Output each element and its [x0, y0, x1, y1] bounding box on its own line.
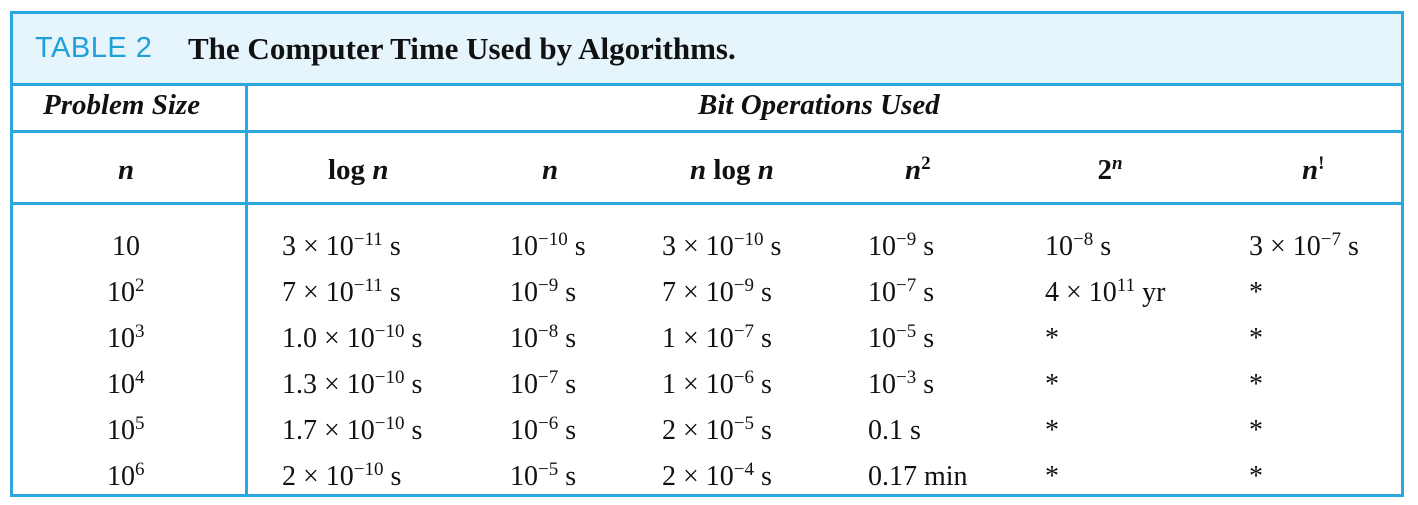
- exponent: −7: [896, 275, 917, 296]
- exponent: −10: [733, 229, 764, 250]
- column-header-superscript: n: [1112, 153, 1123, 174]
- time-cell: $7 \times 10^{-11}$ s: [282, 275, 401, 308]
- time-cell: $10^{-7}$ s: [510, 367, 577, 400]
- column-divider: [245, 86, 248, 497]
- time-cell: $7 \times 10^{-9}$ s: [662, 275, 772, 308]
- column-header-superscript: 2: [921, 153, 931, 174]
- time-cell: *: [1249, 323, 1263, 354]
- problem-size-cell: $10^2$: [107, 275, 145, 308]
- column-header: [1302, 154, 1324, 187]
- exponent: −4: [733, 459, 755, 480]
- column-header: [1098, 154, 1123, 187]
- time-cell: $1.0 \times 10^{-10}$ s: [282, 321, 423, 354]
- time-cell: $3 \times 10^{-7}$ s: [1249, 229, 1359, 262]
- column-header-base: n: [1302, 154, 1319, 186]
- exponent: −5: [538, 459, 559, 480]
- column-header: [542, 154, 558, 187]
- column-header-base: 2: [1097, 154, 1112, 186]
- exponent: −11: [353, 229, 383, 250]
- table-title-bar: [13, 14, 1401, 86]
- problem-size-cell: $10^4$: [107, 367, 145, 400]
- time-cell: $2 \times 10^{-4}$ s: [662, 459, 772, 492]
- exponent: 11: [1116, 275, 1136, 296]
- time-cell: *: [1249, 369, 1263, 400]
- exponent: −10: [374, 321, 405, 342]
- column-header: [328, 154, 388, 187]
- group-header-bit-operations: Bit Operations Used: [698, 89, 940, 121]
- exponent: −5: [896, 321, 917, 342]
- time-cell: $1 \times 10^{-7}$ s: [662, 321, 772, 354]
- table-label: TABLE 2: [35, 32, 153, 64]
- column-header-base: n: [372, 154, 389, 186]
- time-cell: *: [1249, 415, 1263, 446]
- time-cell: $1.7 \times 10^{-10}$ s: [282, 413, 423, 446]
- column-header: [118, 154, 134, 187]
- time-cell: $2 \times 10^{-10}$ s: [282, 459, 402, 492]
- exponent: −3: [896, 367, 917, 388]
- exponent: −9: [896, 229, 917, 250]
- table-title: The Computer Time Used by Algorithms.: [188, 31, 736, 66]
- time-cell: $3 \times 10^{-10}$ s: [662, 229, 782, 262]
- exponent: −10: [374, 367, 405, 388]
- time-cell: 0.1 s: [868, 415, 921, 446]
- group-header-problem-size: Problem Size: [43, 89, 201, 121]
- exponent: −6: [538, 413, 559, 434]
- header-divider: [13, 130, 1401, 133]
- problem-size-cell: 10: [112, 231, 140, 262]
- exponent: 2: [135, 275, 145, 296]
- problem-size-cell: $10^6$: [107, 459, 145, 492]
- time-cell: *: [1249, 277, 1263, 308]
- column-header-superscript: !: [1318, 153, 1325, 174]
- column-header: [905, 154, 931, 187]
- problem-size-cell: $10^3$: [107, 321, 145, 354]
- time-cell: $10^{-8}$ s: [1045, 229, 1112, 262]
- time-cell: 0.17 min: [868, 461, 968, 492]
- exponent: −5: [733, 413, 755, 434]
- time-cell: *: [1045, 461, 1059, 492]
- column-header-base: n: [118, 154, 135, 186]
- time-cell: $10^{-7}$ s: [868, 275, 935, 308]
- time-cell: $1 \times 10^{-6}$ s: [662, 367, 772, 400]
- time-cell: *: [1045, 415, 1059, 446]
- time-cell: $10^{-5}$ s: [510, 459, 577, 492]
- exponent: 4: [135, 367, 145, 388]
- exponent: 3: [135, 321, 145, 342]
- time-cell: $10^{-3}$ s: [868, 367, 935, 400]
- column-header: [690, 154, 774, 187]
- exponent: −7: [1320, 229, 1342, 250]
- time-cell: *: [1045, 323, 1059, 354]
- time-cell: $4 \times 10^{11}$ yr: [1045, 275, 1166, 308]
- time-cell: $10^{-9}$ s: [868, 229, 935, 262]
- exponent: −7: [733, 321, 755, 342]
- time-cell: $10^{-10}$ s: [510, 229, 586, 262]
- time-cell: $10^{-6}$ s: [510, 413, 577, 446]
- time-cell: $10^{-5}$ s: [868, 321, 935, 354]
- table-frame: [10, 11, 1404, 497]
- exponent: −9: [733, 275, 755, 296]
- body-divider: [13, 202, 1401, 205]
- time-cell: $2 \times 10^{-5}$ s: [662, 413, 772, 446]
- exponent: −11: [353, 275, 383, 296]
- exponent: −10: [353, 459, 384, 480]
- time-cell: *: [1249, 461, 1263, 492]
- exponent: −6: [733, 367, 755, 388]
- problem-size-cell: $10^5$: [107, 413, 145, 446]
- column-header-prefix: log: [328, 154, 373, 186]
- time-cell: $3 \times 10^{-11}$ s: [282, 229, 401, 262]
- exponent: −7: [538, 367, 559, 388]
- column-header-base: n: [757, 154, 774, 186]
- time-cell: $10^{-9}$ s: [510, 275, 577, 308]
- time-cell: *: [1045, 369, 1059, 400]
- time-cell: $1.3 \times 10^{-10}$ s: [282, 367, 423, 400]
- exponent: −8: [1073, 229, 1094, 250]
- exponent: 5: [135, 413, 145, 434]
- column-header-prefix: n log: [690, 154, 758, 186]
- exponent: −9: [538, 275, 559, 296]
- exponent: −10: [374, 413, 405, 434]
- exponent: −10: [538, 229, 568, 250]
- column-header-base: n: [542, 154, 559, 186]
- time-cell: $10^{-8}$ s: [510, 321, 577, 354]
- exponent: 6: [135, 459, 145, 480]
- column-header-base: n: [905, 154, 922, 186]
- exponent: −8: [538, 321, 559, 342]
